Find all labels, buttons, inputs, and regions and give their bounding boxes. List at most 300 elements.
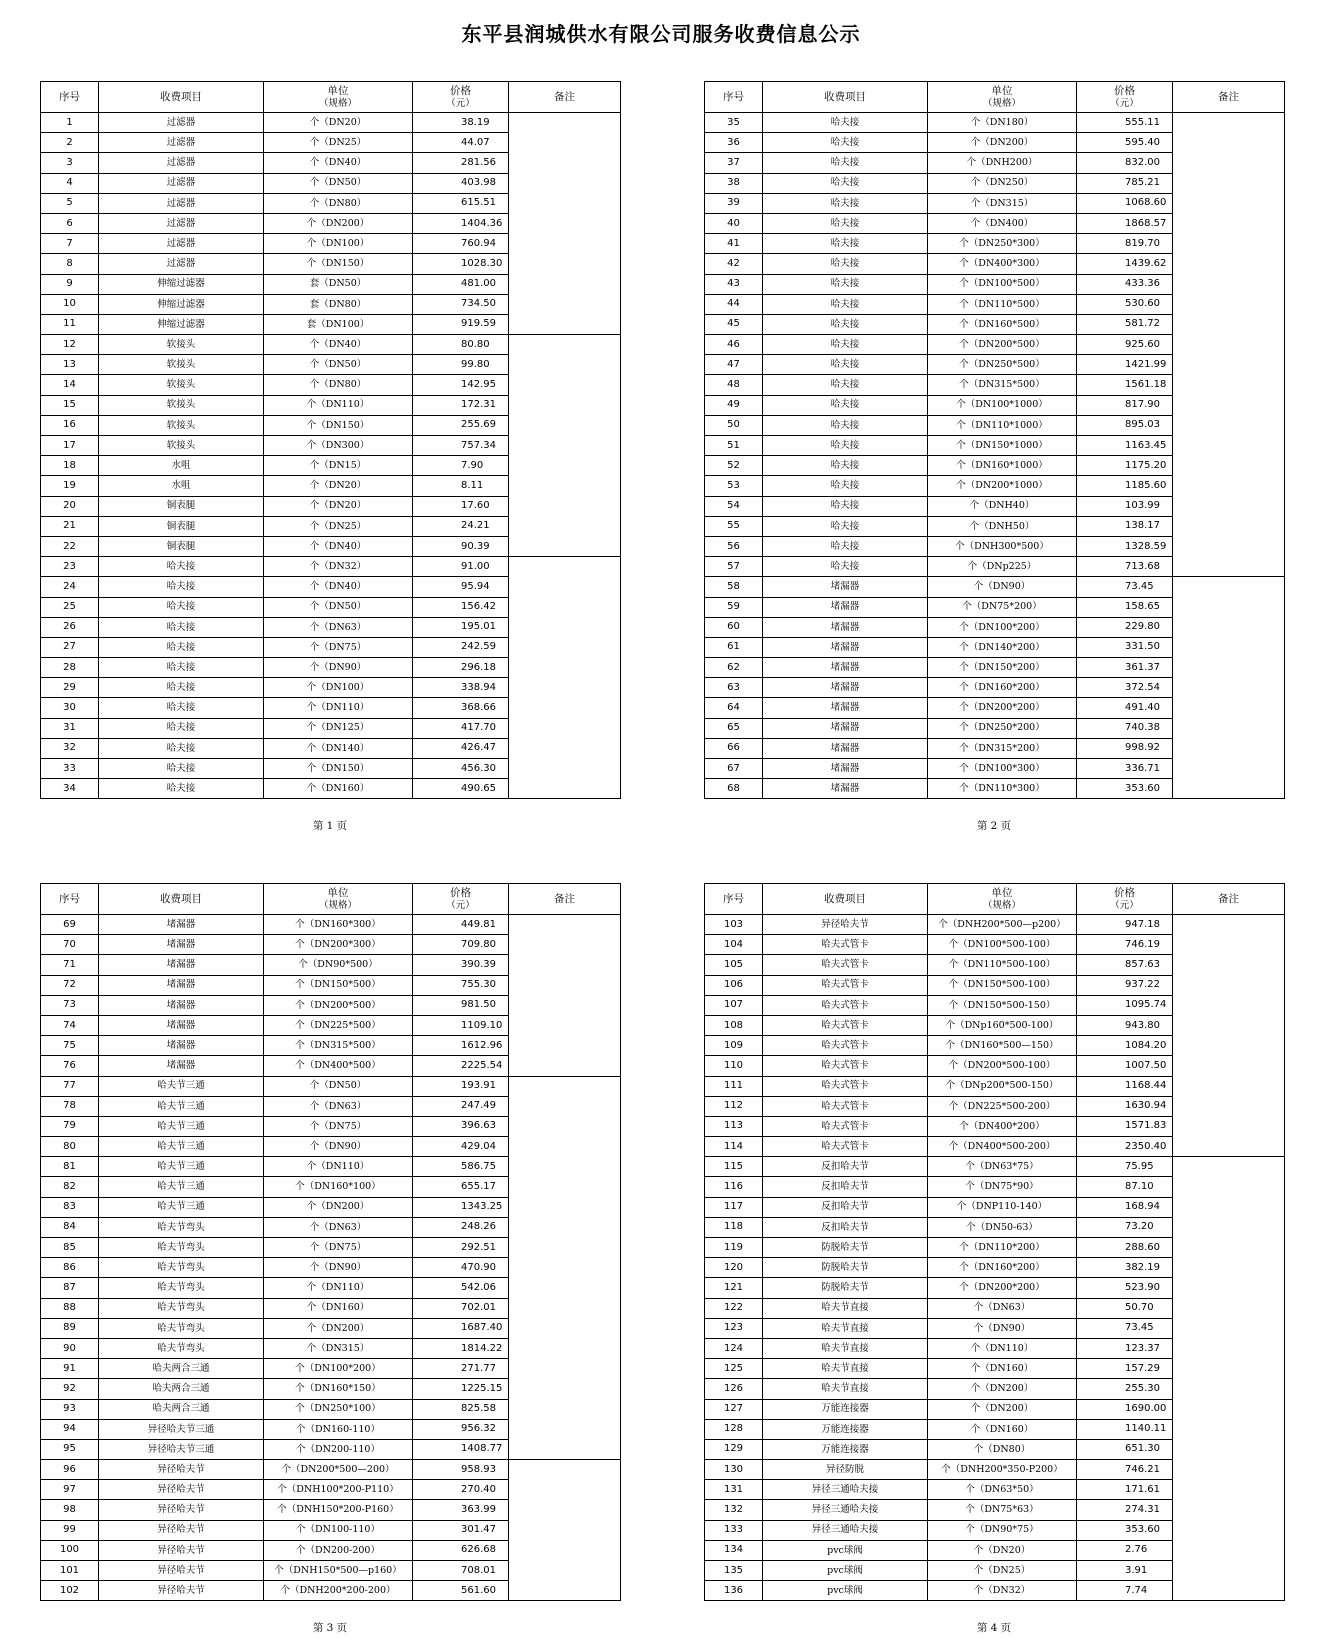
row-price: 361.37 [1077,658,1173,678]
row-item: 哈夫式管卡 [763,975,928,995]
row-item: 过滤器 [99,113,264,133]
row-price: 158.65 [1077,597,1173,617]
row-price: 709.80 [413,935,509,955]
row-item: 异径三通哈夫接 [763,1520,928,1540]
row-item: 哈夫接 [763,456,928,476]
row-seq: 34 [41,779,99,799]
row-unit: 个（DN150*500-100） [928,975,1077,995]
document-title: 东平县润城供水有限公司服务收费信息公示 [461,22,861,46]
header-price: 价格 （元） [413,82,509,113]
row-seq: 114 [705,1137,763,1157]
row-item: 防脱哈夫节 [763,1278,928,1298]
row-unit: 个（DN50） [264,173,413,193]
row-seq: 108 [705,1015,763,1035]
row-unit: 个（DN50-63） [928,1217,1077,1237]
price-table-page-4 [704,883,1284,1601]
row-seq: 9 [41,274,99,294]
page-number: 第 2 页 [976,820,1012,832]
row-unit: 个（DN90*75） [928,1520,1077,1540]
row-item: 异径防脱 [763,1460,928,1480]
row-seq: 133 [705,1520,763,1540]
row-item: 反扣哈夫节 [763,1217,928,1237]
table-row [41,557,621,577]
row-unit: 个（DN150*500-150） [928,995,1077,1015]
row-price: 1068.60 [1077,193,1173,213]
row-price: 708.01 [413,1561,509,1581]
table-row [41,1460,621,1480]
price-table-page-2 [704,81,1284,799]
row-seq: 91 [41,1359,99,1379]
row-price: 615.51 [413,193,509,213]
row-item: 哈夫节三通 [99,1116,264,1136]
row-price: 301.47 [413,1520,509,1540]
row-seq: 48 [705,375,763,395]
row-seq: 11 [41,314,99,334]
row-seq: 93 [41,1399,99,1419]
row-item: 哈夫式管卡 [763,1116,928,1136]
row-unit: 个（DN200*200） [928,698,1077,718]
row-seq: 63 [705,678,763,698]
row-item: 哈夫接 [99,698,264,718]
row-price: 1343.25 [413,1197,509,1217]
table-header-row [41,884,621,915]
row-unit: 个（DN160*1000） [928,456,1077,476]
row-item: 万能连接器 [763,1419,928,1439]
row-price: 156.42 [413,597,509,617]
row-price: 702.01 [413,1298,509,1318]
row-item: 哈夫接 [99,779,264,799]
row-price: 1439.62 [1077,254,1173,274]
row-price: 746.19 [1077,935,1173,955]
row-unit: 个（DNp200*500-150） [928,1076,1077,1096]
row-seq: 21 [41,516,99,536]
header-item: 收费项目 [99,884,264,915]
row-price: 195.01 [413,617,509,637]
row-seq: 13 [41,355,99,375]
row-item: 哈夫接 [763,234,928,254]
row-price: 1630.94 [1077,1096,1173,1116]
row-item: 伸缩过滤器 [99,314,264,334]
row-item: 铜表腿 [99,516,264,536]
row-seq: 132 [705,1500,763,1520]
row-item: 过滤器 [99,153,264,173]
row-item: 哈夫接 [99,617,264,637]
row-seq: 99 [41,1520,99,1540]
row-item: 反扣哈夫节 [763,1197,928,1217]
row-seq: 8 [41,254,99,274]
row-price: 50.70 [1077,1298,1173,1318]
header-note: 备注 [1173,884,1285,915]
row-seq: 134 [705,1540,763,1560]
row-seq: 54 [705,496,763,516]
row-price: 1028.30 [413,254,509,274]
row-price: 713.68 [1077,557,1173,577]
row-price: 1687.40 [413,1318,509,1338]
row-unit: 个（DN100-110） [264,1520,413,1540]
row-seq: 65 [705,718,763,738]
row-price: 157.29 [1077,1359,1173,1379]
row-item: 过滤器 [99,234,264,254]
row-unit: 个（DN100*1000） [928,395,1077,415]
row-seq: 33 [41,759,99,779]
row-item: 堵漏器 [763,637,928,657]
row-unit: 个（DNH200*500—p200） [928,915,1077,935]
row-item: pvc球阀 [763,1581,928,1601]
row-seq: 6 [41,213,99,233]
header-unit: 单位 （规格） [928,82,1077,113]
row-price: 998.92 [1077,738,1173,758]
row-item: 哈夫接 [99,637,264,657]
header-item: 收费项目 [99,82,264,113]
row-unit: 个（DNH200） [928,153,1077,173]
price-table [704,81,1285,799]
row-price: 595.40 [1077,133,1173,153]
row-unit: 个（DN400*500-200） [928,1137,1077,1157]
row-unit: 个（DN100*500-100） [928,935,1077,955]
row-item: 堵漏器 [99,935,264,955]
table-header-row [41,82,621,113]
row-seq: 42 [705,254,763,274]
table-row [41,335,621,355]
row-price: 73.45 [1077,1318,1173,1338]
row-item: 哈夫节三通 [99,1157,264,1177]
row-item: 万能连接器 [763,1439,928,1459]
row-unit: 个（DN100*300） [928,759,1077,779]
row-item: 铜表腿 [99,496,264,516]
row-item: 过滤器 [99,133,264,153]
row-note [1173,915,1285,1157]
row-seq: 116 [705,1177,763,1197]
table-row [41,1076,621,1096]
row-price: 193.91 [413,1076,509,1096]
row-seq: 30 [41,698,99,718]
row-item: 哈夫接 [763,536,928,556]
row-price: 581.72 [1077,314,1173,334]
row-price: 17.60 [413,496,509,516]
row-item: 哈夫节弯头 [99,1318,264,1338]
row-price: 755.30 [413,975,509,995]
row-price: 958.93 [413,1460,509,1480]
row-seq: 96 [41,1460,99,1480]
row-price: 456.30 [413,759,509,779]
row-price: 825.58 [413,1399,509,1419]
row-unit: 个（DN25） [928,1561,1077,1581]
row-price: 390.39 [413,955,509,975]
row-unit: 个（DN400*500） [264,1056,413,1076]
row-price: 925.60 [1077,335,1173,355]
row-price: 296.18 [413,658,509,678]
row-unit: 个（DN160*300） [264,915,413,935]
row-seq: 66 [705,738,763,758]
row-price: 947.18 [1077,915,1173,935]
row-price: 919.59 [413,314,509,334]
row-item: 堵漏器 [99,955,264,975]
row-item: 堵漏器 [763,678,928,698]
row-price: 1408.77 [413,1439,509,1459]
row-seq: 26 [41,617,99,637]
row-unit: 个（DN20） [264,476,413,496]
row-seq: 73 [41,995,99,1015]
row-item: 哈夫式管卡 [763,935,928,955]
price-table-page-1 [40,81,620,799]
row-seq: 67 [705,759,763,779]
row-seq: 52 [705,456,763,476]
row-seq: 95 [41,1439,99,1459]
row-item: 堵漏器 [99,1056,264,1076]
row-price: 99.80 [413,355,509,375]
row-unit: 个（DN200*1000） [928,476,1077,496]
row-unit: 个（DN160*500） [928,314,1077,334]
row-item: 异径哈夫节 [99,1581,264,1601]
row-item: 哈夫式管卡 [763,1137,928,1157]
row-seq: 64 [705,698,763,718]
row-seq: 45 [705,314,763,334]
row-unit: 个（DN180） [928,113,1077,133]
row-unit: 个（DN75*200） [928,597,1077,617]
row-unit: 个（DN100） [264,234,413,254]
row-unit: 个（DN75*90） [928,1177,1077,1197]
row-unit: 个（DN25） [264,133,413,153]
row-price: 981.50 [413,995,509,1015]
row-price: 426.47 [413,738,509,758]
row-seq: 100 [41,1540,99,1560]
row-seq: 131 [705,1480,763,1500]
row-price: 123.37 [1077,1338,1173,1358]
row-price: 740.38 [1077,718,1173,738]
row-price: 943.80 [1077,1015,1173,1035]
header-price: 价格 （元） [413,884,509,915]
row-price: 817.90 [1077,395,1173,415]
row-price: 555.11 [1077,113,1173,133]
row-item: 哈夫式管卡 [763,1096,928,1116]
row-seq: 87 [41,1278,99,1298]
row-price: 417.70 [413,718,509,738]
row-item: 哈夫接 [99,678,264,698]
row-unit: 个（DN75） [264,637,413,657]
row-item: 堵漏器 [763,759,928,779]
row-price: 757.34 [413,436,509,456]
row-price: 1007.50 [1077,1056,1173,1076]
row-unit: 个（DN125） [264,718,413,738]
row-price: 760.94 [413,234,509,254]
row-unit: 个（DN315） [264,1338,413,1358]
row-item: 哈夫节直接 [763,1338,928,1358]
row-seq: 117 [705,1197,763,1217]
row-seq: 32 [41,738,99,758]
row-seq: 58 [705,577,763,597]
row-seq: 104 [705,935,763,955]
row-price: 255.30 [1077,1379,1173,1399]
row-item: pvc球阀 [763,1540,928,1560]
row-price: 73.20 [1077,1217,1173,1237]
row-seq: 41 [705,234,763,254]
page-number: 第 3 页 [312,1622,348,1634]
row-item: 堵漏器 [99,975,264,995]
row-unit: 个（DN63） [264,1217,413,1237]
row-unit: 个（DN110*500） [928,294,1077,314]
row-seq: 57 [705,557,763,577]
row-seq: 20 [41,496,99,516]
row-price: 270.40 [413,1480,509,1500]
row-unit: 个（DNH200*350-P200） [928,1460,1077,1480]
table-row [705,577,1285,597]
row-price: 857.63 [1077,955,1173,975]
row-seq: 37 [705,153,763,173]
row-seq: 27 [41,637,99,657]
row-item: 堵漏器 [99,995,264,1015]
row-item: 哈夫接 [99,738,264,758]
row-unit: 个（DN110） [264,698,413,718]
row-item: 哈夫节直接 [763,1379,928,1399]
row-item: 堵漏器 [763,658,928,678]
row-item: 堵漏器 [99,915,264,935]
row-item: 哈夫两合三通 [99,1359,264,1379]
row-price: 819.70 [1077,234,1173,254]
row-note [509,113,621,335]
row-unit: 个（DN225*500-200） [928,1096,1077,1116]
row-price: 1168.44 [1077,1076,1173,1096]
row-item: 哈夫节直接 [763,1298,928,1318]
row-item: 哈夫接 [99,759,264,779]
row-item: 防脱哈夫节 [763,1258,928,1278]
row-seq: 136 [705,1581,763,1601]
row-price: 288.60 [1077,1238,1173,1258]
row-unit: 个（DNH200*200-200） [264,1581,413,1601]
row-item: 伸缩过滤器 [99,274,264,294]
row-seq: 111 [705,1076,763,1096]
row-unit: 个（DN200-200） [264,1540,413,1560]
row-seq: 47 [705,355,763,375]
row-item: 哈夫接 [763,496,928,516]
row-unit: 个（DN160*150） [264,1379,413,1399]
row-item: 哈夫节三通 [99,1076,264,1096]
row-item: 异径哈夫节 [99,1520,264,1540]
row-unit: 个（DN140*200） [928,637,1077,657]
row-price: 895.03 [1077,415,1173,435]
row-seq: 55 [705,516,763,536]
row-seq: 10 [41,294,99,314]
row-unit: 个（DN200） [928,1379,1077,1399]
row-price: 651.30 [1077,1439,1173,1459]
row-seq: 106 [705,975,763,995]
row-price: 168.94 [1077,1197,1173,1217]
row-unit: 个（DN160） [928,1419,1077,1439]
row-item: 堵漏器 [763,779,928,799]
row-price: 396.63 [413,1116,509,1136]
row-unit: 个（DN90） [928,1318,1077,1338]
row-unit: 个（DN160-110） [264,1419,413,1439]
row-unit: 个（DN90） [264,1258,413,1278]
row-price: 449.81 [413,915,509,935]
row-item: 异径哈夫节 [763,915,928,935]
row-seq: 24 [41,577,99,597]
row-item: 堵漏器 [763,617,928,637]
row-seq: 5 [41,193,99,213]
row-price: 142.95 [413,375,509,395]
table-header-row [705,884,1285,915]
row-seq: 109 [705,1036,763,1056]
table-row [705,113,1285,133]
row-unit: 个（DN90） [928,577,1077,597]
header-item: 收费项目 [763,82,928,113]
row-seq: 15 [41,395,99,415]
price-table [40,81,621,799]
row-price: 353.60 [1077,1520,1173,1540]
row-item: 堵漏器 [763,738,928,758]
row-price: 3.91 [1077,1561,1173,1581]
row-price: 429.04 [413,1137,509,1157]
row-price: 353.60 [1077,779,1173,799]
row-item: 铜表腿 [99,536,264,556]
row-price: 336.71 [1077,759,1173,779]
row-unit: 个（DN200*500—200） [264,1460,413,1480]
row-note [509,1460,621,1601]
row-seq: 81 [41,1157,99,1177]
row-item: 异径哈夫节 [99,1460,264,1480]
row-unit: 个（DN160*200） [928,678,1077,698]
page-number: 第 4 页 [976,1622,1012,1634]
price-table-page-3 [40,883,620,1601]
row-note [509,915,621,1077]
row-price: 281.56 [413,153,509,173]
row-item: 软接头 [99,395,264,415]
row-price: 247.49 [413,1096,509,1116]
row-unit: 套（DN50） [264,274,413,294]
row-price: 80.80 [413,335,509,355]
row-unit: 个（DN200*500） [264,995,413,1015]
row-item: 哈夫接 [99,597,264,617]
row-price: 1225.15 [413,1379,509,1399]
row-price: 470.90 [413,1258,509,1278]
row-unit: 个（DN20） [928,1540,1077,1560]
row-price: 44.07 [413,133,509,153]
row-price: 734.50 [413,294,509,314]
row-item: 水咀 [99,456,264,476]
row-unit: 个（DN15） [264,456,413,476]
row-unit: 个（DN250*200） [928,718,1077,738]
row-price: 481.00 [413,274,509,294]
row-price: 90.39 [413,536,509,556]
row-seq: 102 [41,1581,99,1601]
row-unit: 个（DN32） [928,1581,1077,1601]
header-item: 收费项目 [763,884,928,915]
row-item: 哈夫节弯头 [99,1338,264,1358]
row-unit: 个（DN200） [264,1318,413,1338]
row-unit: 个（DN400） [928,213,1077,233]
row-item: 水咀 [99,476,264,496]
row-price: 338.94 [413,678,509,698]
row-seq: 56 [705,536,763,556]
row-unit: 个（DN100*200） [264,1359,413,1379]
row-item: 哈夫接 [99,658,264,678]
row-price: 171.61 [1077,1480,1173,1500]
header-price: 价格 （元） [1077,82,1173,113]
row-item: 万能连接器 [763,1399,928,1419]
row-unit: 个（DN160*500—150） [928,1036,1077,1056]
row-unit: 个（DN150） [264,759,413,779]
row-item: pvc球阀 [763,1561,928,1581]
row-seq: 51 [705,436,763,456]
row-item: 哈夫接 [763,375,928,395]
row-unit: 个（DN110） [928,1338,1077,1358]
row-seq: 90 [41,1338,99,1358]
row-price: 956.32 [413,1419,509,1439]
row-unit: 个（DN150） [264,415,413,435]
row-price: 363.99 [413,1500,509,1520]
row-item: 异径哈夫节 [99,1540,264,1560]
row-seq: 19 [41,476,99,496]
row-seq: 110 [705,1056,763,1076]
